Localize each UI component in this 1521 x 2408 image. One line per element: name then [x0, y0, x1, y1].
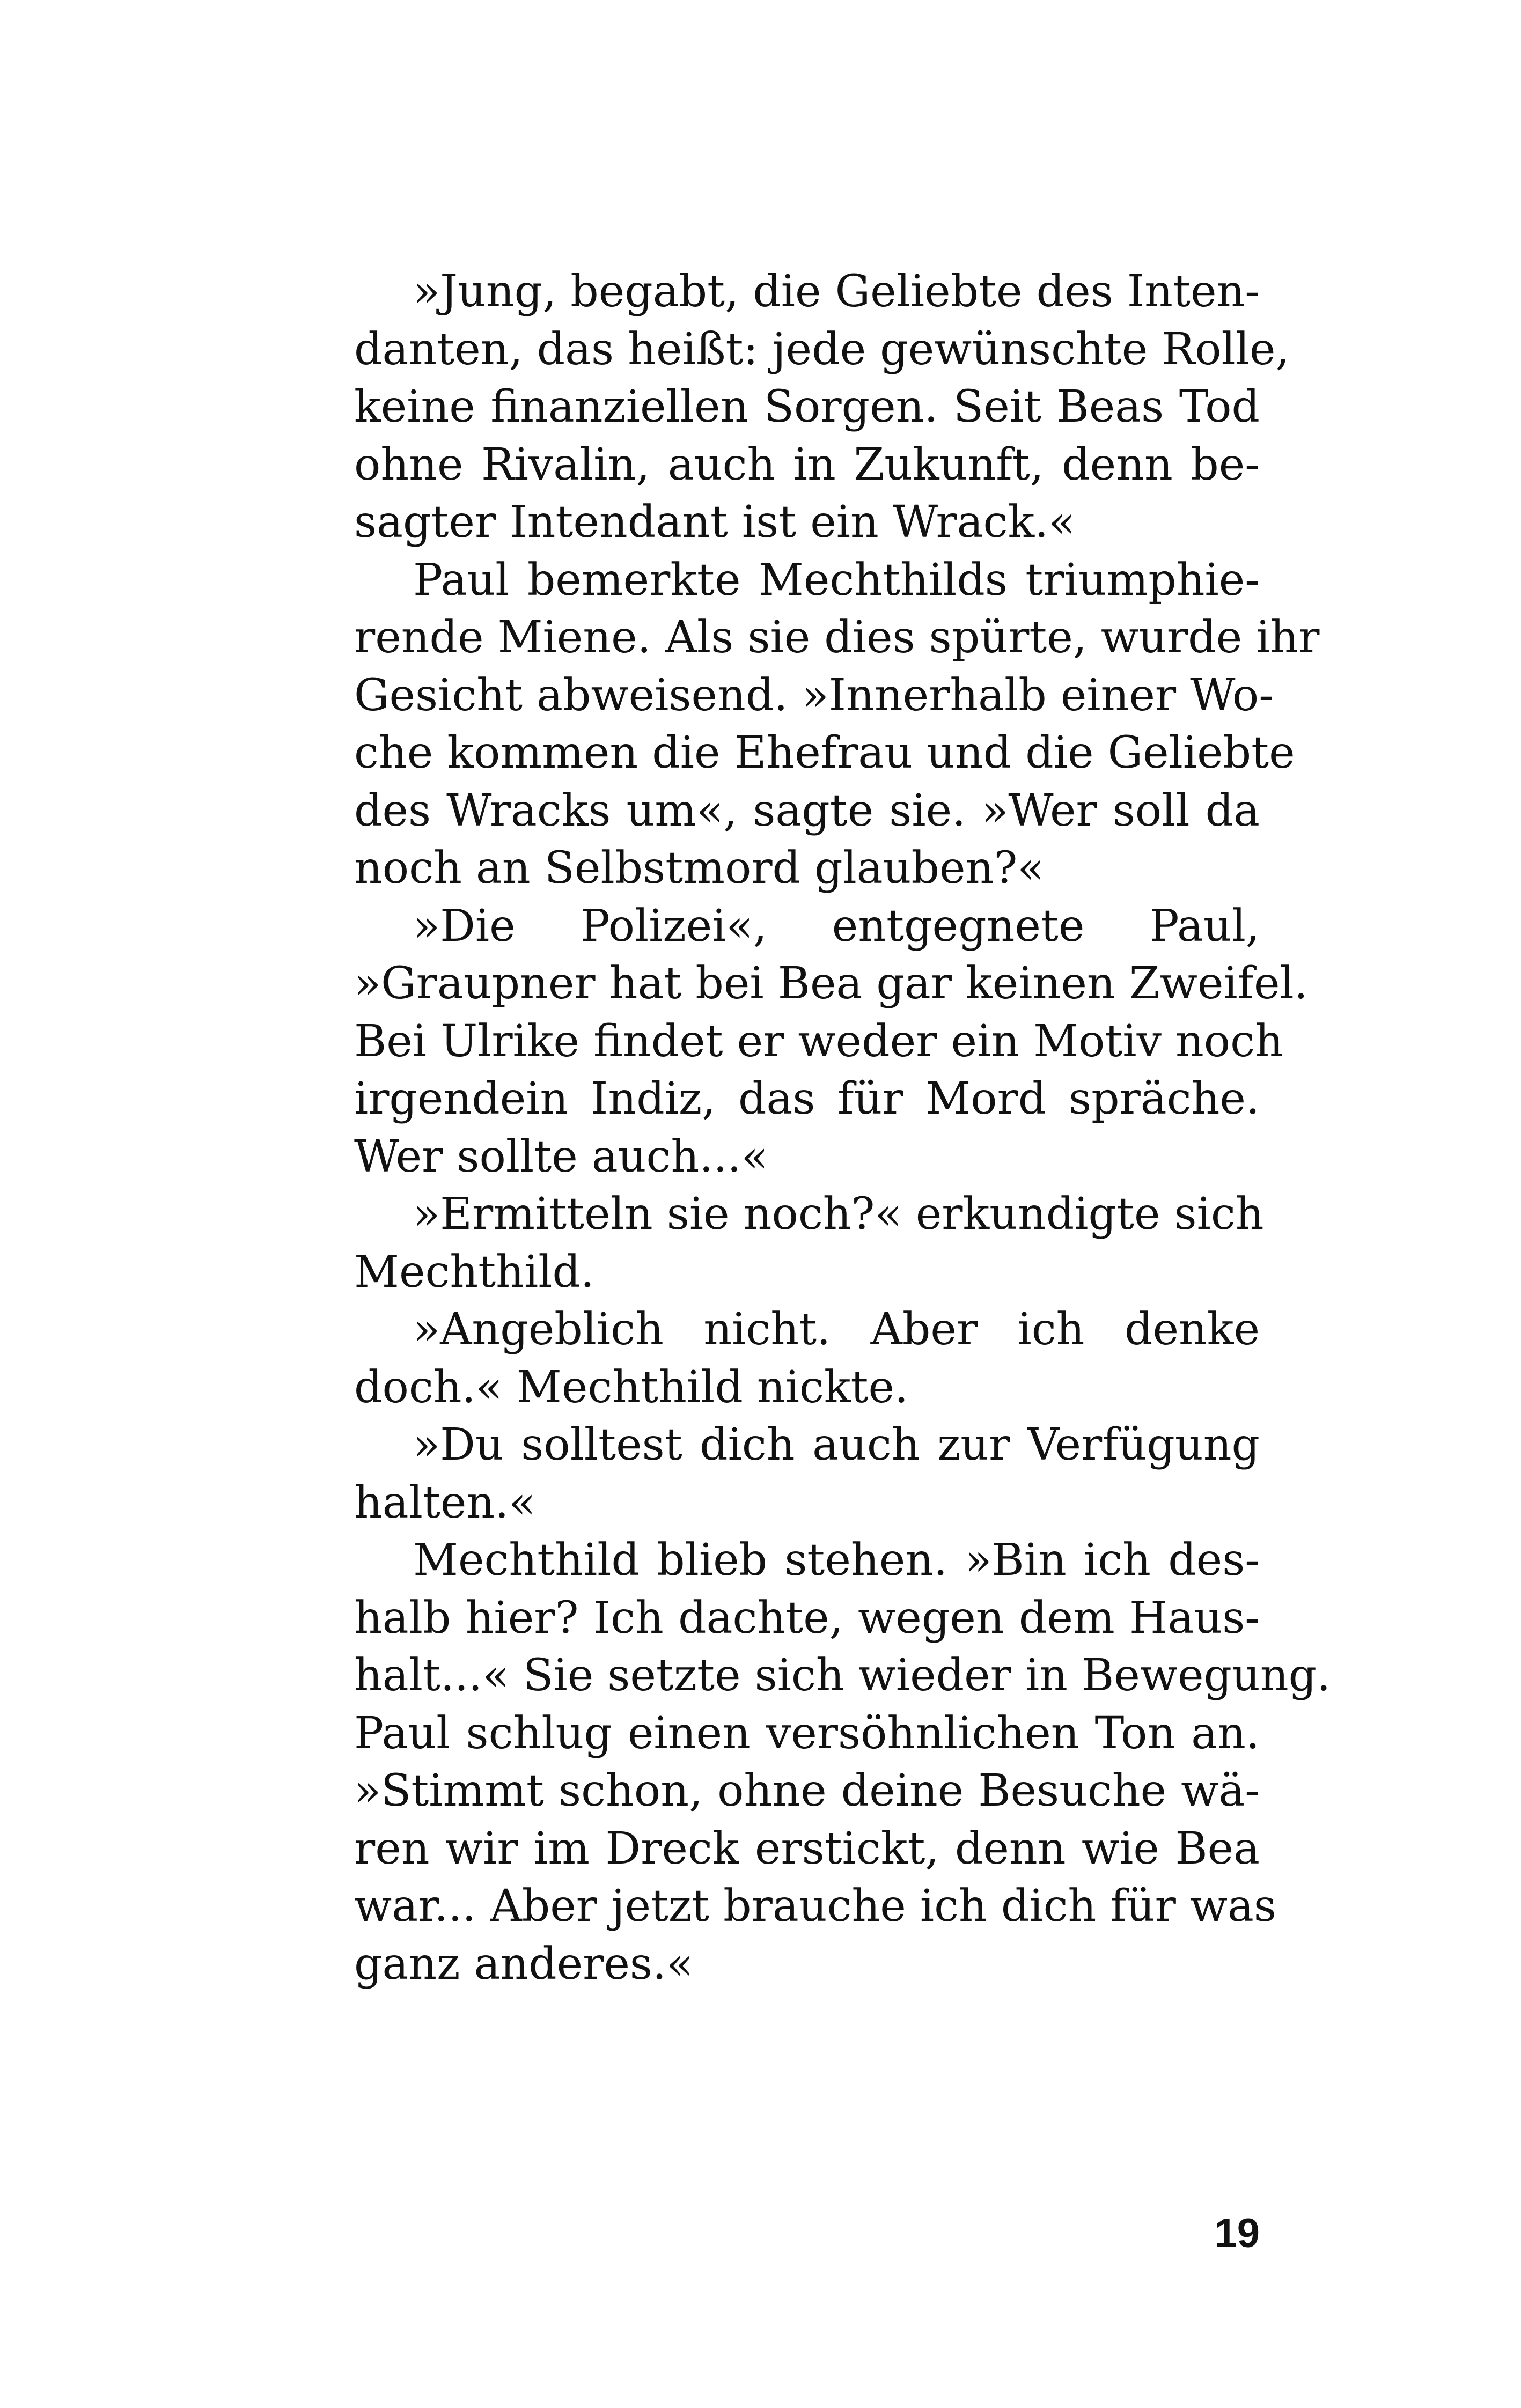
text-line: »Angeblich nicht. Aber ich denke: [413, 1304, 1260, 1355]
text-line: des Wracks um«, sagte sie. »Wer soll da: [354, 785, 1260, 836]
text-line: halten.«: [354, 1477, 536, 1528]
text-line: noch an Selbstmord glauben?«: [354, 843, 1045, 894]
text-line: »Du solltest dich auch zur Verfügung: [413, 1419, 1260, 1470]
text-line: »Die Polizei«, entgegnete Paul,: [413, 900, 1260, 952]
text-line: danten, das heißt: jede gewünschte Rolle,: [354, 323, 1290, 375]
text-line: ren wir im Dreck erstickt, denn wie Bea: [354, 1823, 1260, 1874]
text-line: »Jung, begabt, die Geliebte des Inten-: [413, 266, 1260, 317]
text-line: »Graupner hat bei Bea gar keinen Zweifel.: [354, 958, 1308, 1009]
text-line: doch.« Mechthild nickte.: [354, 1361, 909, 1413]
text-line: ganz anderes.«: [354, 1938, 694, 1990]
text-line: irgendein Indiz, das für Mord spräche.: [354, 1073, 1260, 1124]
text-line: Mechthild.: [354, 1246, 594, 1298]
text-line: keine finanziellen Sorgen. Seit Beas Tod: [354, 381, 1260, 432]
text-line: Bei Ulrike findet er weder ein Motiv noch: [354, 1015, 1283, 1067]
text-line: »Ermitteln sie noch?« erkundigte sich: [413, 1189, 1264, 1240]
text-line: halb hier? Ich dachte, wegen dem Haus-: [354, 1592, 1260, 1644]
text-line: che kommen die Ehefrau und die Geliebte: [354, 727, 1295, 778]
text-line: sagter Intendant ist ein Wrack.«: [354, 497, 1076, 548]
body-text: [354, 263, 1331, 1993]
text-line: halt...« Sie setzte sich wieder in Bewegung.: [354, 1650, 1331, 1701]
text-line: Mechthild blieb stehen. »Bin ich des-: [413, 1535, 1260, 1586]
text-line: Paul schlug einen versöhnlichen Ton an.: [354, 1707, 1260, 1759]
text-line: Wer sollte auch...«: [354, 1131, 768, 1182]
page-number: 19: [1214, 2211, 1260, 2256]
text-line: »Stimmt schon, ohne deine Besuche wä-: [354, 1765, 1260, 1816]
text-line: Gesicht abweisend. »Innerhalb einer Wo-: [354, 669, 1274, 721]
text-line: ohne Rivalin, auch in Zukunft, denn be-: [354, 439, 1260, 490]
text-line: war... Aber jetzt brauche ich dich für was: [354, 1881, 1276, 1932]
text-line: rende Miene. Als sie dies spürte, wurde ihr: [354, 612, 1320, 663]
text-line: Paul bemerkte Mechthilds triumphie-: [413, 554, 1260, 606]
